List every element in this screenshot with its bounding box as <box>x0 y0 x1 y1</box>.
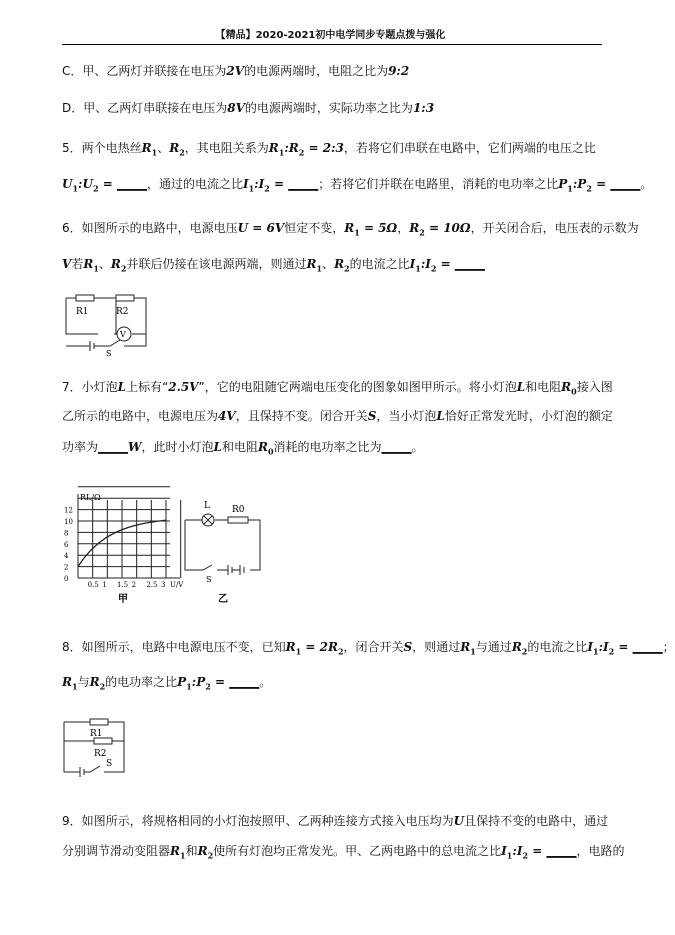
y-axis-label: RL/Ω <box>80 493 101 502</box>
math-variable: $R_2$ <box>169 141 185 158</box>
r1-label: R1 <box>90 729 103 739</box>
math-variable: $P_2$ <box>577 177 592 194</box>
x-tick-label: 0.5 <box>87 581 99 589</box>
text-run: 分别调节滑动变阻器 <box>62 844 171 858</box>
math-variable: = <box>210 675 230 689</box>
text-run: 乙所示的电路中，电源电压为 <box>62 409 219 423</box>
answer-blank: _____ <box>454 257 485 271</box>
text-run: 若 <box>71 257 84 271</box>
text-run: ”，它的电阻随它两端电压变化的图象如图甲所示。将小灯泡 <box>198 380 517 394</box>
text-run: ；若将它们并联在电路里，消耗的电功率之比 <box>318 177 559 191</box>
math-variable: = 5Ω <box>359 221 398 235</box>
math-variable: = <box>436 257 455 271</box>
text-run: 恰好正常发光时，小灯泡的额定 <box>444 409 613 423</box>
x-tick-label: 1.5 <box>117 581 129 589</box>
text-run: 8．如图所示，电路中电源电压不变，已知 <box>62 640 286 654</box>
math-variable: S <box>367 409 377 423</box>
text-run: 且保持不变的电路中，通过 <box>464 814 609 828</box>
text-run: ，电路的 <box>576 844 625 858</box>
text-run: 。 <box>259 675 272 689</box>
text-run: 功率为 <box>62 440 99 454</box>
caption-yi: 乙 <box>218 594 228 605</box>
math-variable: = <box>591 177 611 191</box>
math-variable: $R_2$ <box>110 257 127 274</box>
math-variable: : <box>598 640 604 654</box>
math-variable: $I_2$ <box>258 177 270 194</box>
voltmeter-label: V <box>120 330 126 339</box>
math-variable: = 2 <box>301 640 328 654</box>
r2-label: R2 <box>116 307 129 317</box>
math-variable: : <box>254 177 259 191</box>
figure-7 <box>60 490 280 610</box>
math-variable: 9:2 <box>388 64 410 78</box>
question-9-line-2 <box>62 843 624 863</box>
switch-label: S <box>206 575 212 584</box>
question-7-line-3 <box>62 439 424 459</box>
math-variable: U = 6V <box>237 221 285 235</box>
math-variable: $R_2$ <box>89 675 106 692</box>
math-variable: $R_1$ <box>170 844 186 861</box>
math-variable: $R_1$ <box>344 221 360 238</box>
text-run: ，则通过 <box>412 640 461 654</box>
math-variable: = <box>269 177 289 191</box>
text-run: 5．两个电热丝 <box>62 141 142 155</box>
answer-blank: _____ <box>288 177 319 191</box>
answer-blank: _____ <box>381 440 412 454</box>
x-tick-label: 1 <box>102 581 107 589</box>
x-tick-label: 3 <box>161 581 166 589</box>
x-axis-label: U/V <box>170 581 184 589</box>
question-5-line-2 <box>62 176 652 196</box>
math-variable: L <box>213 440 222 454</box>
text-run: 、 <box>322 257 335 271</box>
answer-blank: _____ <box>632 640 663 654</box>
text-run: 的电功率之比 <box>105 675 178 689</box>
lamp-label: L <box>204 501 210 511</box>
question-8-line-1 <box>62 639 675 659</box>
text-run: ，当小灯泡 <box>376 409 437 423</box>
math-variable: $U_2$ <box>82 177 99 194</box>
text-run: 接入图 <box>576 380 613 394</box>
math-variable: W <box>128 440 142 454</box>
r1-label: R1 <box>76 307 89 317</box>
question-6-line-2 <box>62 256 485 276</box>
math-variable: V <box>62 257 72 271</box>
text-run: 和 <box>185 844 198 858</box>
answer-blank: _____ <box>610 177 641 191</box>
text-run: 消耗的电功率之比为 <box>273 440 382 454</box>
figure-8-circuit <box>60 712 140 778</box>
math-variable: : <box>78 177 83 191</box>
math-variable: L <box>516 380 526 394</box>
y-tick-label: 6 <box>64 540 69 549</box>
math-variable: = <box>98 177 117 191</box>
text-run: D．甲、乙两灯串联接在电压为 <box>62 101 228 115</box>
math-variable: U <box>453 814 465 828</box>
math-variable: = <box>528 844 547 858</box>
text-run: 的电源两端时，实际功率之比为 <box>244 101 413 115</box>
math-variable: $R_2$ <box>334 257 350 274</box>
text-run: 并联后仍接在该电源两端，则通过 <box>126 257 307 271</box>
math-variable: : <box>284 141 289 155</box>
text-run: 7．小灯泡 <box>62 380 118 394</box>
math-variable: $R_0$ <box>257 440 274 457</box>
y-tick-label: 0 <box>64 575 69 583</box>
figure-6-circuit <box>62 290 152 358</box>
text-run: 6．如图所示的电路中，电源电压 <box>62 221 238 235</box>
y-tick-label: 10 <box>64 518 73 526</box>
math-variable: $R_2$ <box>288 141 305 158</box>
math-variable: $I_2$ <box>603 640 615 657</box>
math-variable: = 2:3 <box>304 141 344 155</box>
text-run: 恒定不变， <box>284 221 345 235</box>
switch-label: S <box>106 759 113 769</box>
math-variable: $I_2$ <box>425 257 437 274</box>
math-variable: $R_1$ <box>306 257 323 274</box>
math-variable: 8V <box>227 101 245 115</box>
math-variable: $P_2$ <box>196 675 211 692</box>
x-tick-label: 2.5 <box>146 581 158 589</box>
option-d <box>62 100 434 116</box>
text-run: ，开关闭合后，电压表的示数为 <box>470 221 639 235</box>
question-9-line-1 <box>62 813 608 829</box>
math-variable: 2V <box>226 64 245 78</box>
x-tick-label: 2 <box>131 581 137 589</box>
math-variable: $U_1$ <box>62 177 79 194</box>
text-run: 上标有“ <box>126 380 169 394</box>
text-run: ，闭合开关 <box>343 640 404 654</box>
math-variable: = 10Ω <box>424 221 471 235</box>
text-run: 。 <box>411 440 424 454</box>
text-run: 、 <box>98 257 111 271</box>
page-header: 【精品】2020-2021初中电学同步专题点拨与强化 <box>215 30 446 41</box>
question-7-line-2 <box>62 408 613 424</box>
caption-jia: 甲 <box>118 594 128 605</box>
answer-blank: _____ <box>98 440 129 454</box>
text-run: 、 <box>157 141 170 155</box>
text-run: ， <box>397 221 410 235</box>
math-variable: L <box>436 409 445 423</box>
text-run: ，此时小灯泡 <box>141 440 214 454</box>
text-run: 和电阻 <box>525 380 562 394</box>
math-variable: 2.5V <box>168 380 199 394</box>
math-variable: $R_2$ <box>511 640 528 657</box>
math-variable: $R_1$ <box>268 141 285 158</box>
y-tick-label: 2 <box>64 563 69 572</box>
math-variable: $R_2$ <box>409 221 425 238</box>
math-variable: : <box>512 844 517 858</box>
text-run: ，且保持不变。闭合开关 <box>235 409 368 423</box>
option-c <box>62 63 409 79</box>
text-run: C．甲、乙两灯并联接在电压为 <box>62 64 227 78</box>
r2-label: R2 <box>94 749 107 759</box>
answer-blank: _____ <box>116 177 147 191</box>
y-tick-label: 8 <box>64 529 69 538</box>
y-tick-label: 4 <box>64 552 69 561</box>
math-variable: L <box>117 380 127 394</box>
math-variable: $R_1$ <box>285 640 302 657</box>
text-run: 的电流之比 <box>349 257 410 271</box>
text-run: 与通过 <box>475 640 512 654</box>
math-variable: $I_1$ <box>587 640 599 657</box>
switch-label: S <box>106 349 112 358</box>
answer-blank: _____ <box>229 675 260 689</box>
answer-blank: _____ <box>546 844 577 858</box>
math-variable: 4V <box>218 409 236 423</box>
text-run: ，若将它们串联在电路中，它们两端的电压之比 <box>343 141 596 155</box>
y-tick-label: 12 <box>64 506 73 515</box>
math-variable: S <box>403 640 413 654</box>
text-run: ； <box>662 640 675 654</box>
header-rule <box>62 44 602 45</box>
math-variable: : <box>420 257 426 271</box>
math-variable: $R_1$ <box>141 141 158 158</box>
math-variable: $P_1$ <box>177 675 192 692</box>
question-7-line-1 <box>62 379 613 399</box>
math-variable: 1:3 <box>412 101 435 115</box>
text-run: ，通过的电流之比 <box>146 177 243 191</box>
question-6-line-1 <box>62 220 639 240</box>
math-variable: = <box>614 640 633 654</box>
math-variable: $P_1$ <box>558 177 573 194</box>
resistance-voltage-graph <box>64 487 184 589</box>
text-run: 的电流之比 <box>527 640 588 654</box>
math-variable: $I_1$ <box>409 257 421 274</box>
text-run: 的电源两端时，电阻之比为 <box>244 64 389 78</box>
math-variable: $R_1$ <box>62 675 78 692</box>
text-run: ，其电阻关系为 <box>184 141 269 155</box>
math-variable: $I_1$ <box>242 177 255 194</box>
math-variable: $R_1$ <box>460 640 476 657</box>
math-variable: $I_1$ <box>501 844 513 861</box>
math-variable: $R_2$ <box>197 844 214 861</box>
math-variable: $R_0$ <box>561 380 577 397</box>
r0-label: R0 <box>232 505 245 515</box>
text-run: 与 <box>77 675 90 689</box>
math-variable: $R_1$ <box>83 257 99 274</box>
question-8-line-2 <box>62 674 271 694</box>
figure-7-circuit <box>185 514 260 575</box>
math-variable: $R_2$ <box>327 640 344 657</box>
text-run: 使所有灯泡均正常发光。甲、乙两电路中的总电流之比 <box>213 844 502 858</box>
math-variable: $I_2$ <box>516 844 529 861</box>
math-variable: : <box>572 177 578 191</box>
question-5-line-1 <box>62 140 596 160</box>
math-variable: : <box>191 675 197 689</box>
text-run: 9．如图所示，将规格相同的小灯泡按照甲、乙两种连接方式接入电压均为 <box>62 814 454 828</box>
text-run: 和电阻 <box>221 440 258 454</box>
text-run: 。 <box>640 177 653 191</box>
